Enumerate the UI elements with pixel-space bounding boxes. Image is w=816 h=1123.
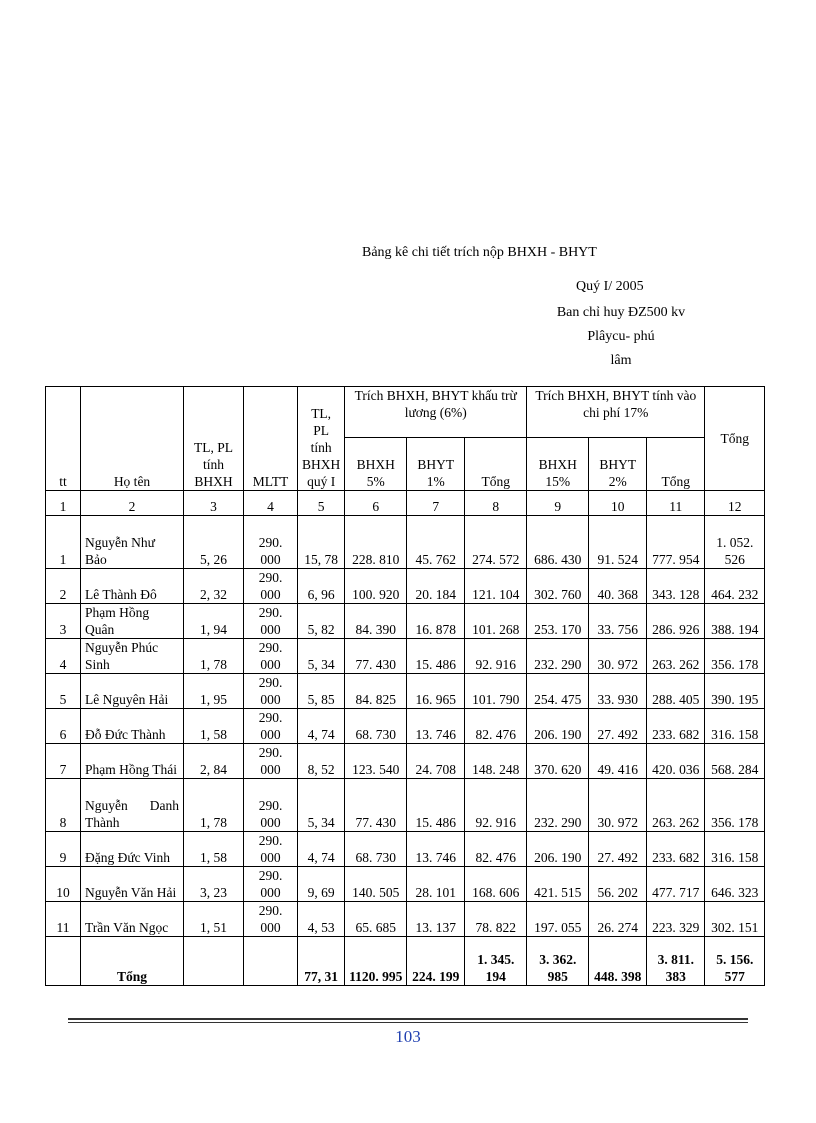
cell-total: 646. 323 <box>705 867 765 902</box>
header-bhyt-2-line1: BHYT <box>599 457 637 472</box>
cell-total: 302. 151 <box>705 902 765 937</box>
cell-sum-expense: 223. 329 <box>647 902 705 937</box>
cell-mltt: 290. 000 <box>244 832 298 867</box>
cell-total <box>705 516 765 569</box>
column-number: 10 <box>589 491 647 516</box>
table-row <box>46 516 765 569</box>
column-number: 3 <box>184 491 244 516</box>
cell-bhxh-5: 140. 505 <box>345 867 407 902</box>
cell-mltt: 290. 000 <box>244 709 298 744</box>
cell-sum-expense: 286. 926 <box>647 604 705 639</box>
cell-sum-deduction: 148. 248 <box>465 744 527 779</box>
header-bhyt-1-line2: 1% <box>426 474 445 489</box>
cell-name: Đỗ Đức Thành <box>81 709 184 744</box>
cell-bhyt-1: 15. 486 <box>407 779 465 832</box>
table-row <box>46 639 765 674</box>
header-tl-pl <box>184 387 244 491</box>
cell-bhyt-1: 20. 184 <box>407 569 465 604</box>
header-bhxh-15-line1: BHXH <box>538 457 577 472</box>
column-number-row <box>46 491 765 516</box>
header-bhxh-5 <box>345 438 407 491</box>
cell-bhyt-2: 40. 368 <box>589 569 647 604</box>
cell-tt: 9 <box>46 832 81 867</box>
totals-mltt-empty <box>244 937 298 986</box>
cell-name: Nguyễn Văn Hải <box>81 867 184 902</box>
cell-total: 464. 232 <box>705 569 765 604</box>
header-tl-pl-quarter <box>298 387 345 491</box>
header-bhxh-15-line2: 15% <box>545 474 571 489</box>
cell-mltt: 290. 000 <box>244 744 298 779</box>
totals-sum-deduction: 1. 345. 194 <box>465 937 527 986</box>
table-row <box>46 569 765 604</box>
cell-tl-pl-quarter: 4, 53 <box>298 902 345 937</box>
cell-mltt: 290. 000 <box>244 639 298 674</box>
header-tt: tt <box>46 387 81 491</box>
column-number: 4 <box>244 491 298 516</box>
totals-grand-total <box>705 937 765 986</box>
footer-rule <box>68 1018 748 1020</box>
cell-bhyt-2: 56. 202 <box>589 867 647 902</box>
header-bhxh-5-line1: BHXH <box>356 457 395 472</box>
cell-tl-pl: 1, 78 <box>184 779 244 832</box>
totals-tt-empty <box>46 937 81 986</box>
cell-total: 568. 284 <box>705 744 765 779</box>
cell-bhyt-1: 45. 762 <box>407 516 465 569</box>
cell-total-line1: 1. 052. <box>716 535 754 550</box>
cell-bhxh-15: 421. 515 <box>527 867 589 902</box>
column-number: 8 <box>465 491 527 516</box>
header-tl-pl-line1: TL, PL <box>194 440 233 455</box>
cell-mltt: 290. 000 <box>244 569 298 604</box>
cell-name <box>81 779 184 832</box>
cell-tt: 8 <box>46 779 81 832</box>
cell-bhyt-2: 30. 972 <box>589 639 647 674</box>
cell-bhxh-15: 232. 290 <box>527 639 589 674</box>
cell-total: 390. 195 <box>705 674 765 709</box>
cell-bhxh-15: 254. 475 <box>527 674 589 709</box>
cell-bhyt-2: 33. 930 <box>589 674 647 709</box>
cell-sum-expense: 233. 682 <box>647 709 705 744</box>
totals-bhxh-15-line2: 985 <box>547 969 568 984</box>
cell-name: Đặng Đức Vinh <box>81 832 184 867</box>
cell-tt: 4 <box>46 639 81 674</box>
cell-tl-pl-quarter: 5, 34 <box>298 639 345 674</box>
cell-bhyt-2: 27. 492 <box>589 832 647 867</box>
contribution-table <box>45 386 765 986</box>
cell-tl-pl: 5, 26 <box>184 516 244 569</box>
table-row <box>46 744 765 779</box>
column-number: 5 <box>298 491 345 516</box>
totals-bhxh-5: 1120. 995 <box>345 937 407 986</box>
cell-name: Lê Nguyên Hải <box>81 674 184 709</box>
cell-tt: 2 <box>46 569 81 604</box>
cell-bhxh-5: 65. 685 <box>345 902 407 937</box>
cell-bhxh-5: 77. 430 <box>345 639 407 674</box>
cell-sum-expense: 263. 262 <box>647 639 705 674</box>
column-number: 9 <box>527 491 589 516</box>
cell-tl-pl-quarter: 5, 82 <box>298 604 345 639</box>
header-mltt: MLTT <box>244 387 298 491</box>
header-tl-pl-q-line1: TL, PL <box>311 406 332 438</box>
cell-tl-pl: 2, 84 <box>184 744 244 779</box>
table-row <box>46 867 765 902</box>
cell-bhyt-2: 30. 972 <box>589 779 647 832</box>
cell-bhxh-15: 686. 430 <box>527 516 589 569</box>
cell-sum-deduction: 101. 268 <box>465 604 527 639</box>
cell-bhyt-1: 15. 486 <box>407 639 465 674</box>
cell-bhxh-15: 232. 290 <box>527 779 589 832</box>
header-group-deduction: Trích BHXH, BHYT khấu trừ lương (6%) <box>345 387 527 438</box>
header-bhxh-15 <box>527 438 589 491</box>
cell-tt: 10 <box>46 867 81 902</box>
cell-bhyt-1: 16. 878 <box>407 604 465 639</box>
cell-tl-pl: 1, 78 <box>184 639 244 674</box>
cell-sum-deduction: 168. 606 <box>465 867 527 902</box>
cell-sum-deduction: 101. 790 <box>465 674 527 709</box>
cell-bhyt-1: 28. 101 <box>407 867 465 902</box>
cell-tl-pl-quarter: 5, 34 <box>298 779 345 832</box>
cell-tl-pl-quarter: 9, 69 <box>298 867 345 902</box>
cell-tl-pl: 1, 58 <box>184 832 244 867</box>
unit-line-1: Ban chỉ huy ĐZ500 kv Plâycu- phú <box>556 305 686 344</box>
totals-sum-expense-line1: 3. 811. <box>657 952 694 967</box>
column-number: 7 <box>407 491 465 516</box>
table-row <box>46 674 765 709</box>
header-bhyt-1 <box>407 438 465 491</box>
header-bhyt-1-line1: BHYT <box>417 457 455 472</box>
cell-name: Phạm Hồng Thái <box>81 744 184 779</box>
cell-mltt: 290. 000 <box>244 867 298 902</box>
cell-total: 356. 178 <box>705 779 765 832</box>
document-title: Bảng kê chi tiết trích nộp BHXH - BHYT <box>362 245 597 260</box>
quarter-label: Quý I/ 2005 <box>576 279 644 294</box>
cell-bhxh-5: 100. 920 <box>345 569 407 604</box>
cell-sum-expense: 777. 954 <box>647 516 705 569</box>
cell-tt: 3 <box>46 604 81 639</box>
cell-tl-pl: 1, 95 <box>184 674 244 709</box>
cell-tl-pl-quarter: 4, 74 <box>298 832 345 867</box>
cell-tl-pl-quarter: 5, 85 <box>298 674 345 709</box>
cell-tt: 1 <box>46 516 81 569</box>
header-group-expense: Trích BHXH, BHYT tính vào chi phí 17% <box>527 387 705 438</box>
cell-sum-deduction: 92. 916 <box>465 639 527 674</box>
cell-bhxh-5: 68. 730 <box>345 832 407 867</box>
totals-tl-pl-quarter: 77, 31 <box>298 937 345 986</box>
cell-tl-pl-quarter: 4, 74 <box>298 709 345 744</box>
cell-total: 388. 194 <box>705 604 765 639</box>
cell-bhxh-15: 206. 190 <box>527 832 589 867</box>
cell-bhxh-5: 77. 430 <box>345 779 407 832</box>
header-name: Họ tên <box>81 387 184 491</box>
column-number: 12 <box>705 491 765 516</box>
cell-tt: 11 <box>46 902 81 937</box>
totals-row <box>46 937 765 986</box>
page-number: 103 <box>395 1027 421 1046</box>
header-tl-pl-q-line2: tính <box>310 440 332 455</box>
footer-rule-thin <box>68 1022 748 1023</box>
cell-bhxh-15: 206. 190 <box>527 709 589 744</box>
totals-sum-expense-line2: 383 <box>665 969 686 984</box>
cell-bhyt-2: 27. 492 <box>589 709 647 744</box>
cell-bhyt-2: 26. 274 <box>589 902 647 937</box>
cell-total: 316. 158 <box>705 832 765 867</box>
cell-name: Trần Văn Ngọc <box>81 902 184 937</box>
table-row <box>46 709 765 744</box>
unit-line-2: lâm <box>610 353 632 368</box>
totals-bhyt-2: 448. 398 <box>589 937 647 986</box>
cell-tl-pl-quarter: 6, 96 <box>298 569 345 604</box>
table-row <box>46 604 765 639</box>
header-sum-expense: Tổng <box>647 438 705 491</box>
totals-tl-empty <box>184 937 244 986</box>
header-bhyt-2-line2: 2% <box>608 474 627 489</box>
totals-sum-expense <box>647 937 705 986</box>
cell-bhyt-1: 16. 965 <box>407 674 465 709</box>
table-row <box>46 832 765 867</box>
cell-tl-pl: 3, 23 <box>184 867 244 902</box>
cell-tt: 5 <box>46 674 81 709</box>
cell-bhxh-5: 84. 390 <box>345 604 407 639</box>
cell-name-line2: Thành <box>85 815 120 830</box>
unit-label <box>536 301 706 373</box>
cell-tl-pl: 2, 32 <box>184 569 244 604</box>
cell-mltt: 290. 000 <box>244 779 298 832</box>
totals-bhyt-1: 224. 199 <box>407 937 465 986</box>
totals-bhxh-15-line1: 3. 362. <box>539 952 577 967</box>
totals-bhxh-15 <box>527 937 589 986</box>
totals-grand-total-line1: 5. 156. <box>716 952 754 967</box>
cell-bhyt-2: 49. 416 <box>589 744 647 779</box>
cell-total-line2: 526 <box>724 552 745 567</box>
header-bhxh-5-line2: 5% <box>366 474 385 489</box>
table-row <box>46 902 765 937</box>
cell-bhxh-5: 123. 540 <box>345 744 407 779</box>
column-number: 6 <box>345 491 407 516</box>
cell-mltt: 290. 000 <box>244 902 298 937</box>
cell-mltt: 290. 000 <box>244 674 298 709</box>
cell-sum-expense: 263. 262 <box>647 779 705 832</box>
cell-name: Phạm Hồng Quân <box>81 604 184 639</box>
cell-tt: 7 <box>46 744 81 779</box>
header-tl-pl-q-line4: quý I <box>307 474 336 489</box>
cell-bhyt-2: 91. 524 <box>589 516 647 569</box>
header-sum-deduction: Tổng <box>465 438 527 491</box>
header-tl-pl-line3: BHXH <box>194 474 233 489</box>
cell-bhyt-2: 33. 756 <box>589 604 647 639</box>
cell-tl-pl: 1, 58 <box>184 709 244 744</box>
cell-sum-deduction: 274. 572 <box>465 516 527 569</box>
cell-tl-pl: 1, 94 <box>184 604 244 639</box>
cell-sum-deduction: 82. 476 <box>465 709 527 744</box>
column-number: 1 <box>46 491 81 516</box>
column-number: 11 <box>647 491 705 516</box>
cell-bhyt-1: 13. 746 <box>407 709 465 744</box>
cell-tt: 6 <box>46 709 81 744</box>
cell-sum-expense: 288. 405 <box>647 674 705 709</box>
cell-sum-expense: 343. 128 <box>647 569 705 604</box>
cell-name: Nguyễn Phúc Sinh <box>81 639 184 674</box>
cell-mltt: 290. 000 <box>244 516 298 569</box>
cell-bhxh-5: 228. 810 <box>345 516 407 569</box>
cell-mltt: 290. 000 <box>244 604 298 639</box>
header-tl-pl-line2: tính <box>202 457 224 472</box>
header-tl-pl-q-line3: BHXH <box>302 457 341 472</box>
cell-sum-deduction: 121. 104 <box>465 569 527 604</box>
cell-sum-deduction: 78. 822 <box>465 902 527 937</box>
cell-bhxh-15: 302. 760 <box>527 569 589 604</box>
cell-sum-expense: 420. 036 <box>647 744 705 779</box>
totals-grand-total-line2: 577 <box>724 969 745 984</box>
cell-tl-pl-quarter: 15, 78 <box>298 516 345 569</box>
cell-name: Lê Thành Đô <box>81 569 184 604</box>
cell-sum-expense: 233. 682 <box>647 832 705 867</box>
cell-bhxh-5: 84. 825 <box>345 674 407 709</box>
cell-bhxh-15: 253. 170 <box>527 604 589 639</box>
cell-name: Nguyễn Như Bảo <box>81 516 184 569</box>
cell-tl-pl-quarter: 8, 52 <box>298 744 345 779</box>
cell-sum-deduction: 82. 476 <box>465 832 527 867</box>
cell-sum-deduction: 92. 916 <box>465 779 527 832</box>
header-bhyt-2 <box>589 438 647 491</box>
cell-sum-expense: 477. 717 <box>647 867 705 902</box>
cell-tl-pl: 1, 51 <box>184 902 244 937</box>
cell-name-line1: Nguyễn Danh <box>85 798 179 813</box>
cell-bhxh-5: 68. 730 <box>345 709 407 744</box>
header-total: Tổng <box>705 387 765 491</box>
cell-bhxh-15: 370. 620 <box>527 744 589 779</box>
column-number: 2 <box>81 491 184 516</box>
cell-total: 316. 158 <box>705 709 765 744</box>
cell-total: 356. 178 <box>705 639 765 674</box>
table-row <box>46 779 765 832</box>
cell-bhyt-1: 13. 137 <box>407 902 465 937</box>
cell-bhyt-1: 13. 746 <box>407 832 465 867</box>
cell-bhxh-15: 197. 055 <box>527 902 589 937</box>
cell-bhyt-1: 24. 708 <box>407 744 465 779</box>
totals-label: Tổng <box>81 937 184 986</box>
